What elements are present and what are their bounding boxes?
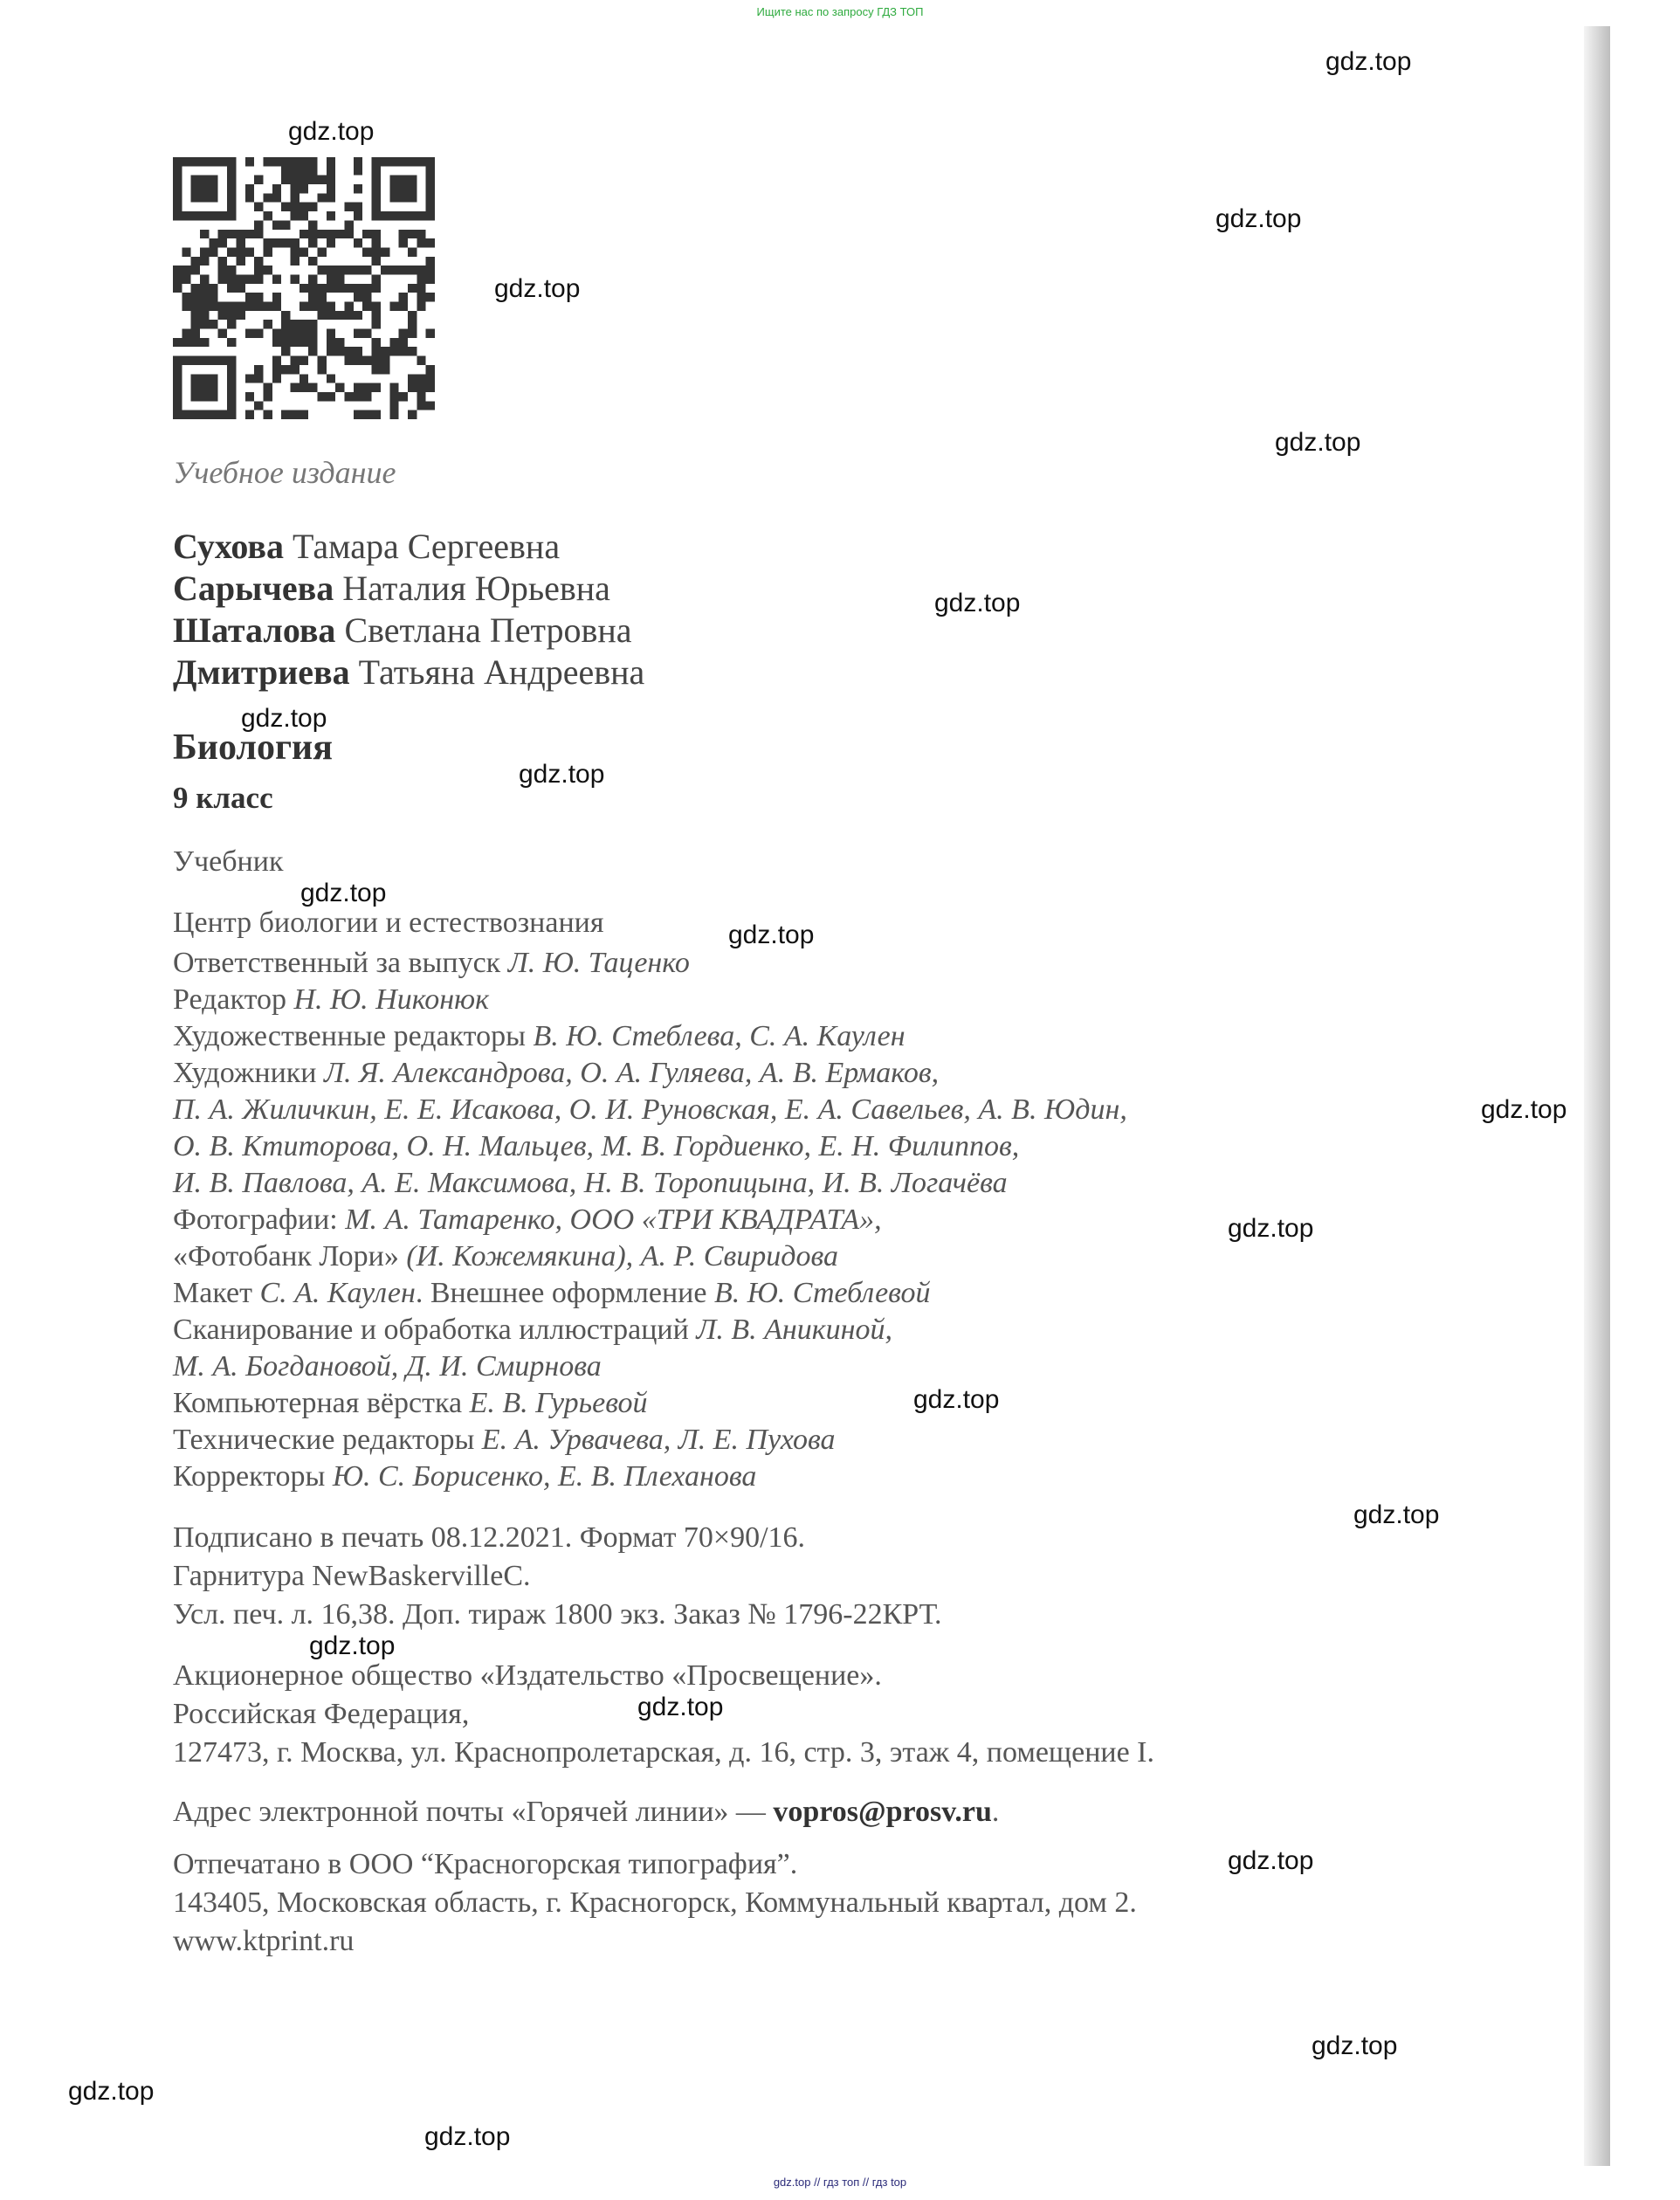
author-name: Светлана Петровна (344, 610, 632, 650)
credit-line: «Фотобанк Лори» (И. Кожемякина), А. Р. Свиридова (173, 1240, 838, 1272)
author-surname: Шаталова (173, 610, 336, 650)
watermark: gdz.top (934, 589, 1021, 617)
printer-url: www.ktprint.ru (173, 1925, 355, 1957)
watermark: gdz.top (1481, 1095, 1567, 1124)
edition-type: Учебное издание (173, 455, 396, 490)
book-type: Учебник (173, 845, 284, 878)
scan-page-edge (1584, 26, 1610, 2166)
imprint-line: Подписано в печать 08.12.2021. Формат 70×90/16. (173, 1521, 806, 1554)
watermark: gdz.top (309, 1631, 396, 1660)
credit-line: Художественные редакторы В. Ю. Стеблева, С. А. Каулен (173, 1020, 905, 1052)
credit-line: Корректоры Ю. С. Борисенко, Е. В. Плеханова (173, 1460, 757, 1493)
watermark: gdz.top (637, 1693, 724, 1721)
watermark: gdz.top (241, 704, 327, 733)
credit-line: Ответственный за выпуск Л. Ю. Таценко (173, 947, 690, 979)
book-title: Биология (173, 728, 333, 768)
printer-line: 143405, Московская область, г. Красногорск, Коммунальный квартал, дом 2. (173, 1886, 1137, 1919)
credit-line: Художники Л. Я. Александрова, О. А. Гуляева, А. В. Ермаков, (173, 1057, 940, 1089)
imprint-line: Акционерное общество «Издательство «Просвещение». (173, 1659, 882, 1692)
credit-line: Сканирование и обработка иллюстраций Л. В. Аникиной, (173, 1314, 893, 1346)
center-name: Центр биологии и естествознания (173, 907, 604, 939)
watermark: gdz.top (1228, 1846, 1314, 1875)
credit-line: О. В. Ктиторова, О. Н. Мальцев, М. В. Гордиенко, Е. Н. Филиппов, (173, 1130, 1020, 1162)
author-line (173, 568, 610, 609)
author-line (173, 526, 560, 567)
watermark: gdz.top (519, 760, 605, 789)
footer-link[interactable]: gdz.top // гдз топ // гдз top (773, 2176, 907, 2189)
header-link[interactable]: Ищите нас по запросу ГДЗ ТОП (756, 5, 924, 18)
credit-line: И. В. Павлова, А. Е. Максимова, Н. В. Торопицына, И. В. Логачёва (173, 1167, 1008, 1199)
credit-line: Технические редакторы Е. А. Урвачева, Л. Е. Пухова (173, 1424, 836, 1456)
author-name: Наталия Юрьевна (342, 569, 610, 608)
author-surname: Сарычева (173, 569, 334, 608)
watermark: gdz.top (1325, 47, 1412, 76)
hotline-email: vopros@prosv.ru (773, 1796, 992, 1828)
watermark: gdz.top (494, 274, 581, 303)
printer-line: Отпечатано в ООО “Красногорская типография”. (173, 1848, 798, 1880)
watermark: gdz.top (300, 879, 387, 907)
watermark: gdz.top (424, 2122, 511, 2151)
author-name: Тамара Сергеевна (292, 527, 561, 566)
credit-line: Редактор Н. Ю. Никонюк (173, 983, 490, 1016)
watermark: gdz.top (68, 2077, 155, 2106)
credit-line: П. А. Жиличкин, Е. Е. Исакова, О. И. Руновская, Е. А. Савельев, А. В. Юдин, (173, 1093, 1127, 1126)
author-surname: Дмитриева (173, 652, 350, 692)
watermark: gdz.top (728, 921, 815, 949)
qr-code (173, 157, 435, 419)
imprint-line: 127473, г. Москва, ул. Краснопролетарская, д. 16, стр. 3, этаж 4, помещение I. (173, 1736, 1155, 1769)
watermark: gdz.top (1215, 204, 1302, 233)
watermark: gdz.top (1275, 428, 1361, 457)
credit-line: Макет С. А. Каулен. Внешнее оформление В. Ю. Стеблевой (173, 1277, 931, 1309)
author-surname: Сухова (173, 527, 284, 566)
imprint-line: Усл. печ. л. 16,38. Доп. тираж 1800 экз. Заказ № 1796-22КРТ. (173, 1598, 942, 1631)
author-line (173, 652, 644, 693)
author-line (173, 610, 632, 651)
watermark: gdz.top (1228, 1214, 1314, 1243)
hotline-line: Адрес электронной почты «Горячей линии» — vopros@prosv.ru. (173, 1796, 1000, 1828)
grade: 9 класс (173, 781, 273, 815)
watermark: gdz.top (1312, 2031, 1398, 2060)
watermark: gdz.top (1353, 1500, 1440, 1529)
imprint-line: Гарнитура NewBaskervilleC. (173, 1560, 531, 1592)
watermark: gdz.top (913, 1385, 1000, 1414)
watermark: gdz.top (288, 117, 375, 146)
imprint-line: Российская Федерация, (173, 1698, 470, 1730)
credit-line: М. А. Богдановой, Д. И. Смирнова (173, 1350, 602, 1383)
author-name: Татьяна Андреевна (358, 652, 645, 692)
credit-line: Фотографии: М. А. Татаренко, ООО «ТРИ КВАДРАТА», (173, 1203, 882, 1236)
credit-line: Компьютерная вёрстка Е. В. Гурьевой (173, 1387, 648, 1419)
